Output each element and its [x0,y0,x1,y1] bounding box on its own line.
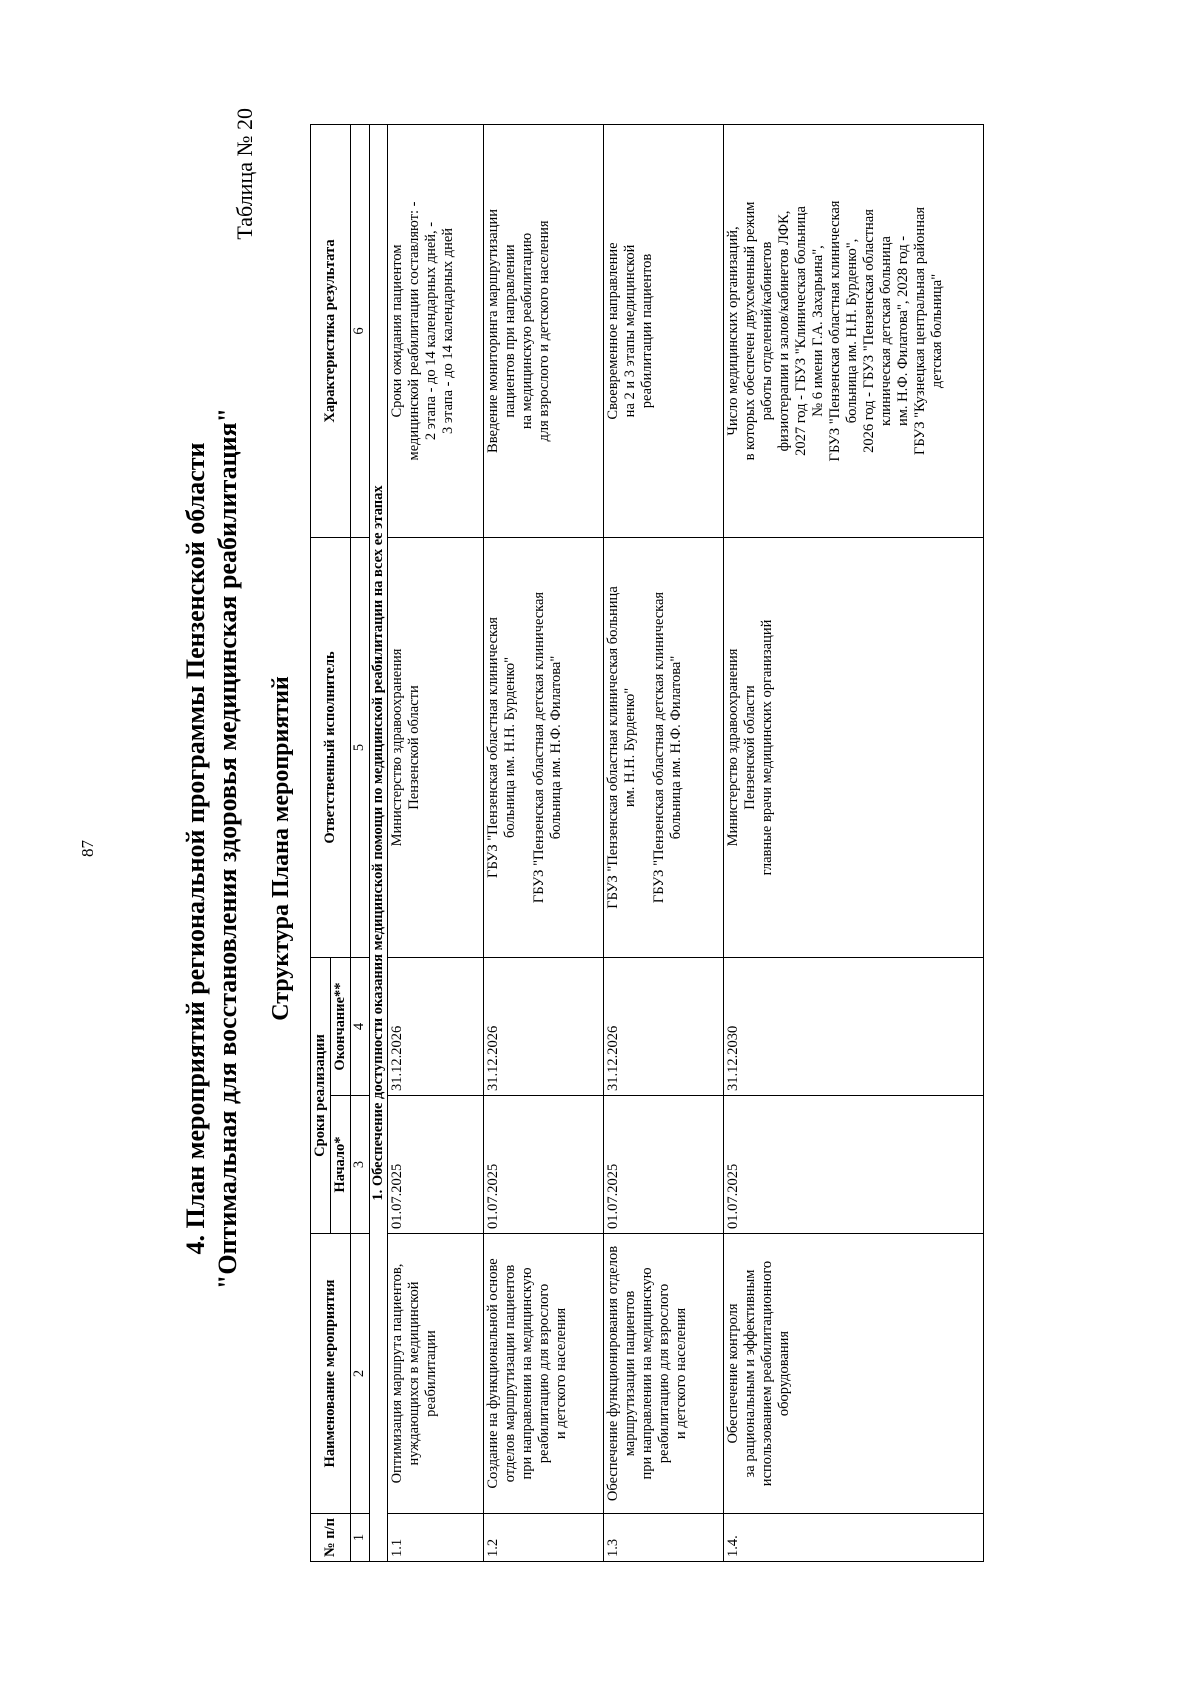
cell-line: больница им. Н.Ф. Филатова" [548,655,564,840]
cell-line: больница им. Н.Н. Бурденко", [844,238,860,424]
cell-line: Министерство здравоохранения [389,648,405,847]
cell-line: пациентов при направлении [502,244,518,418]
end-date: 31.12.2026 [484,957,604,1095]
header-end: Окончание** [331,957,351,1095]
cell-line: Министерство здравоохранения [725,648,741,847]
event-name [724,1234,984,1514]
cell-line: оборудования [776,1330,792,1417]
cell-line: на 2 и 3 этапы медицинской [622,244,638,418]
cell-line: за рациональным и эффективным [742,1269,758,1478]
column-number: 2 [351,1234,370,1514]
end-date: 31.12.2030 [724,957,984,1095]
result-characteristic [724,124,984,537]
cell-line: ГБУЗ "Пензенская областная клиническая [485,617,501,878]
cell-line: больница им. Н.Ф. Филатова" [668,655,684,840]
event-name [388,1234,484,1514]
table-row [388,124,484,1561]
column-number: 6 [351,124,370,537]
cell-line: использованием реабилитационного [759,1260,775,1487]
result-characteristic [604,124,724,537]
section-row [370,124,388,1561]
table-number: Таблица № 20 [232,108,257,240]
cell-line: реабилитацию для взрослого [656,1283,672,1464]
cell-line: ГБУЗ "Кузнецкая центральная районная [912,206,928,456]
cell-line: Число медицинских организаций, [725,226,741,436]
line-gap [639,542,651,953]
cell-line: им. Н.Н. Бурденко" [622,687,638,808]
cell-line: Обеспечение функционирования отделов [605,1245,621,1502]
table-row [604,124,724,1561]
cell-line: работы отделений/кабинетов [759,241,775,421]
cell-line: 3 этапа - до 14 календарных дней [440,227,456,435]
cell-line: клиническая детская больница [878,236,894,426]
section-title: 1. Обеспечение доступности оказания медицинской помощи по медицинской реабилитации на всех ее этапах [370,124,388,1561]
responsible-executor [484,537,604,957]
result-characteristic [484,124,604,537]
cell-line: Пензенской области [742,685,758,810]
result-characteristic [388,124,484,537]
plan-table [310,124,984,1562]
page-number: 87 [78,840,97,857]
cell-line: реабилитации [423,1330,439,1417]
title-line-2: "Оптимальная для восстановления здоровья медицинская реабилитация" [213,407,242,1290]
cell-line: в которых обеспечен двухсменный режим [742,201,758,461]
cell-line: физиотерапии и залов/кабинетов ЛФК, [776,210,792,452]
cell-line: Сроки ожидания пациентом [389,244,405,418]
responsible-executor [604,537,724,957]
cell-line: Введение мониторинга маршрутизации [485,209,501,453]
cell-line: им. Н.Ф. Филатова", 2028 год - [895,235,911,426]
event-name [604,1234,724,1514]
cell-line: для взрослого и детского населения [536,220,552,442]
end-date: 31.12.2026 [388,957,484,1095]
responsible-executor [724,537,984,957]
table-row [484,124,604,1561]
document-title [180,0,244,1697]
cell-line: детская больница" [929,273,945,389]
cell-line: ГБУЗ "Пензенская областная детская клиническая [651,591,667,904]
line-gap [519,542,531,953]
cell-line: реабилитацию для взрослого [536,1283,552,1464]
cell-line: при направлении на медицинскую [519,1267,535,1480]
table-row [724,124,984,1561]
cell-line: ГБУЗ "Пензенская областная клиническая [827,200,843,462]
row-number: 1.3 [604,1514,724,1562]
cell-line: ГБУЗ "Пензенская областная клиническая больница [605,586,621,909]
cell-line: маршрутизации пациентов [622,1290,638,1457]
title-line-1: 4. План мероприятий региональной программы Пензенской области [181,442,210,1255]
cell-line: Создание на функциональной основе [485,1258,501,1489]
column-number: 5 [351,537,370,957]
cell-line: нуждающихся в медицинской [406,1281,422,1466]
header-result: Характеристика результата [311,124,351,537]
cell-line: на медицинскую реабилитацию [519,232,535,430]
cell-line: главные врачи медицинских организаций [759,619,775,876]
start-date: 01.07.2025 [484,1096,604,1234]
cell-line: медицинской реабилитации составляют: - [406,201,422,461]
cell-line: и детского населения [553,1307,569,1440]
header-name: Наименование мероприятия [311,1234,351,1514]
column-number: 3 [351,1096,370,1234]
cell-line: реабилитации пациентов [639,253,655,409]
cell-line: 2027 год - ГБУЗ "Клиническая больница [793,206,809,456]
cell-line: больница им. Н.Н. Бурденко" [502,657,518,838]
row-number: 1.1 [388,1514,484,1562]
table-caption: Структура Плана мероприятий [268,676,294,1021]
responsible-executor [388,537,484,957]
header-start: Начало* [331,1096,351,1234]
end-date: 31.12.2026 [604,957,724,1095]
event-name [484,1234,604,1514]
column-number-row [351,124,370,1561]
row-number: 1.2 [484,1514,604,1562]
cell-line: № 6 имени Г.А. Захарьина", [810,245,826,417]
cell-line: ГБУЗ "Пензенская областная детская клиническая [531,591,547,904]
header-row [311,124,331,1561]
column-number: 4 [351,957,370,1095]
column-number: 1 [351,1514,370,1562]
cell-line: 2026 год - ГБУЗ "Пензенская областная [861,209,877,453]
cell-line: при направлении на медицинскую [639,1267,655,1480]
cell-line: Пензенской области [406,685,422,810]
cell-line: и детского населения [673,1307,689,1440]
cell-line: Обеспечение контроля [725,1303,741,1444]
header-executor: Ответственный исполнитель [311,537,351,957]
start-date: 01.07.2025 [388,1096,484,1234]
start-date: 01.07.2025 [604,1096,724,1234]
table-body [351,124,984,1561]
cell-line: 2 этапа - до 14 календарных дней, - [423,221,439,441]
start-date: 01.07.2025 [724,1096,984,1234]
row-number: 1.4. [724,1514,984,1562]
cell-line: Своевременное направление [605,242,621,420]
cell-line: отделов маршрутизации пациентов [502,1264,518,1483]
header-num: № п/п [311,1514,351,1562]
header-terms: Сроки реализации [311,957,331,1233]
cell-line: Оптимизация маршрута пациентов, [389,1263,405,1484]
